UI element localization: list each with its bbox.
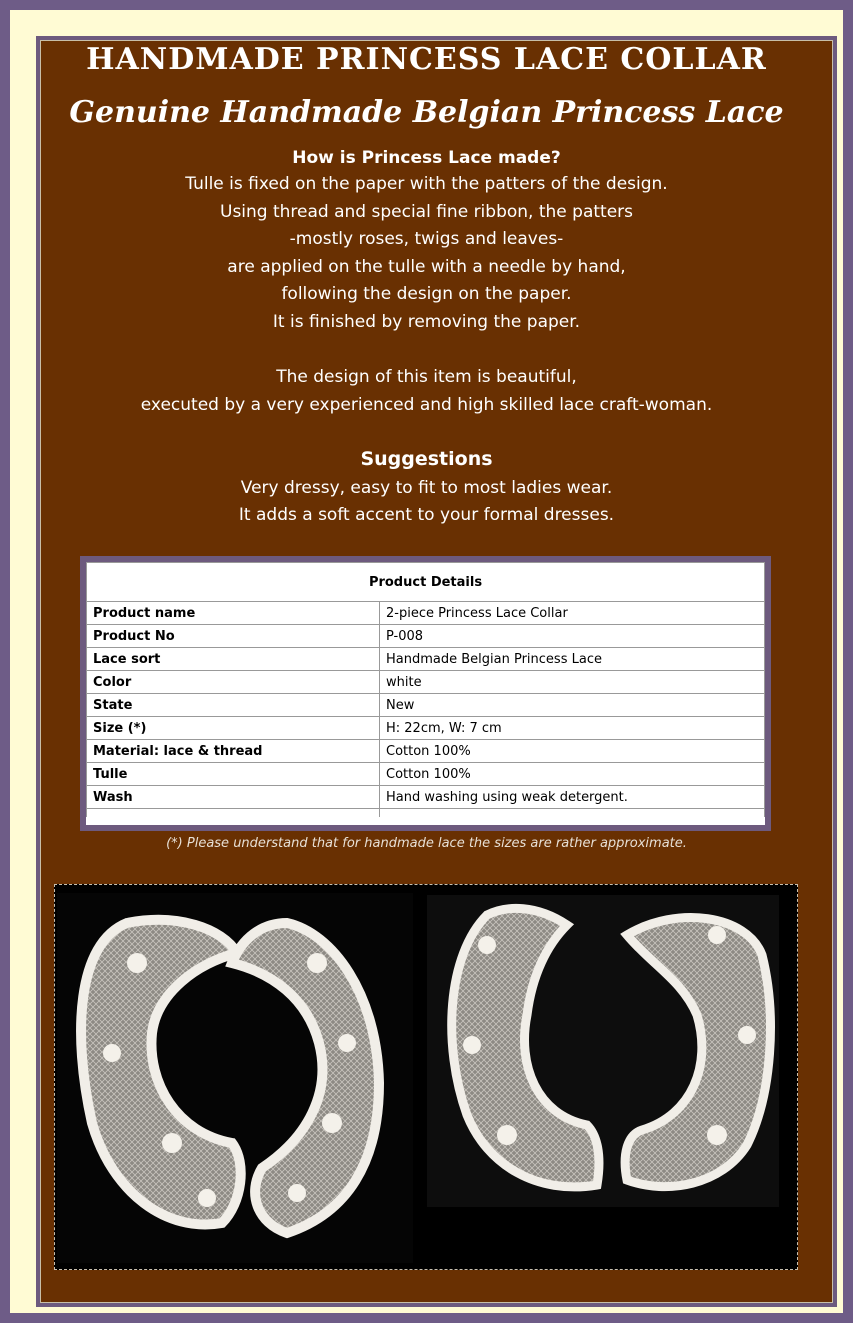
row-key: Material: lace & thread xyxy=(87,740,380,763)
page-subtitle: Genuine Handmade Belgian Princess Lace xyxy=(69,95,784,130)
row-key: Lace sort xyxy=(87,648,380,671)
row-key: Tulle xyxy=(87,763,380,786)
row-value: P-008 xyxy=(380,625,765,648)
design-line: The design of this item is beautiful, xyxy=(276,367,577,387)
table-row xyxy=(87,602,765,625)
size-note: (*) Please understand that for handmade lace the sizes are rather approximate. xyxy=(166,836,687,851)
suggestions-heading: Suggestions xyxy=(360,448,493,470)
row-value: H: 22cm, W: 7 cm xyxy=(380,717,765,740)
suggestion-line: Very dressy, easy to fit to most ladies wear. xyxy=(240,478,613,498)
product-details-frame xyxy=(80,556,771,831)
how-line: It is finished by removing the paper. xyxy=(272,312,581,332)
table-row xyxy=(87,671,765,694)
page-title: HANDMADE PRINCESS LACE COLLAR xyxy=(86,42,767,77)
how-line: Tulle is fixed on the paper with the patters of the design. xyxy=(185,174,668,194)
row-value: Handmade Belgian Princess Lace xyxy=(380,648,765,671)
how-heading: How is Princess Lace made? xyxy=(292,148,561,168)
table-spacer-row xyxy=(87,809,765,818)
row-value: New xyxy=(380,694,765,717)
row-value: Cotton 100% xyxy=(380,763,765,786)
table-header-row xyxy=(87,563,765,602)
how-line: following the design on the paper. xyxy=(281,284,572,304)
table-row xyxy=(87,786,765,809)
product-photos xyxy=(54,884,798,1270)
table-row xyxy=(87,740,765,763)
row-value: Cotton 100% xyxy=(380,740,765,763)
row-key: Size (*) xyxy=(87,717,380,740)
product-details-panel xyxy=(86,562,765,825)
collar-photo-flat xyxy=(57,893,413,1263)
row-value: 2-piece Princess Lace Collar xyxy=(380,602,765,625)
table-row xyxy=(87,694,765,717)
table-row xyxy=(87,763,765,786)
row-key: State xyxy=(87,694,380,717)
table-row xyxy=(87,648,765,671)
table-row xyxy=(87,717,765,740)
row-value: white xyxy=(380,671,765,694)
how-line: are applied on the tulle with a needle by hand, xyxy=(227,257,626,277)
product-details-table xyxy=(86,562,765,817)
row-value: Hand washing using weak detergent. xyxy=(380,786,765,809)
row-key: Product name xyxy=(87,602,380,625)
collar-photo-draped xyxy=(427,895,779,1207)
row-key: Product No xyxy=(87,625,380,648)
suggestion-line: It adds a soft accent to your formal dresses. xyxy=(238,505,615,525)
design-line: executed by a very experienced and high skilled lace craft-woman. xyxy=(140,395,713,415)
row-key: Wash xyxy=(87,786,380,809)
row-key: Color xyxy=(87,671,380,694)
table-row xyxy=(87,625,765,648)
table-header: Product Details xyxy=(87,563,765,602)
how-line: -mostly roses, twigs and leaves- xyxy=(289,229,564,249)
how-line: Using thread and special fine ribbon, the patters xyxy=(220,202,633,222)
